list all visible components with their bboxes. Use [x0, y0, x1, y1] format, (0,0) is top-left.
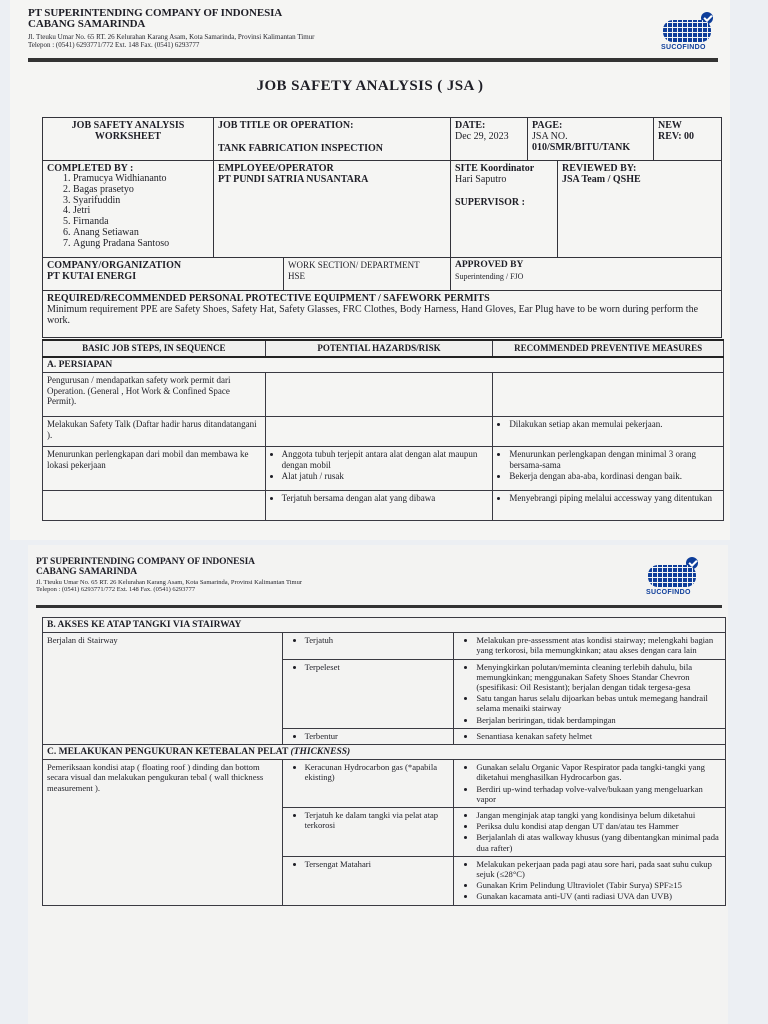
reviewed-by-label: REVIEWED BY: [562, 163, 637, 174]
list-item: 2. Bagas prasetyo [73, 185, 209, 196]
hazard-cell [282, 659, 454, 728]
table-row [43, 373, 724, 417]
company-org-label: COMPANY/ORGANIZATION [47, 260, 182, 271]
col-header-measures: RECOMMENDED PREVENTIVE MEASURES [493, 340, 724, 357]
list-item: • Satu tangan harus selalu dijoarkan bebas untuk memegang handrail selama menaiki stairway [476, 693, 721, 713]
list-item: • Alat jatuh / rusak [282, 471, 489, 482]
header-divider [36, 605, 722, 608]
jsa-page-2 [28, 545, 728, 1024]
logo-text: SUCOFINDO [661, 44, 706, 51]
phone-line: Telepon : (0541) 6293771/772 Ext. 148 Fax. (0541) 6293777 [28, 41, 200, 49]
work-section-value: HSE [288, 271, 306, 281]
employee-cell [213, 160, 451, 258]
section-row [43, 357, 724, 373]
list-item: • Terbentur [305, 731, 450, 741]
jsa-steps-table [42, 339, 724, 521]
list-item: • Gunakan kacamata anti-UV (anti radiasi UVA dan UVB) [476, 891, 721, 901]
job-title-label: JOB TITLE OR OPERATION: [218, 120, 354, 131]
list-item: 1. Pramucya Widhiananto [73, 174, 209, 185]
company-name [36, 557, 255, 577]
list-item: • Berjalanlah di atas walkway khusus (yang dibentangkan minimal pada dua rafter) [476, 832, 721, 852]
completed-by-list [47, 174, 209, 250]
site-coordinator-value: Hari Saputro [455, 174, 507, 185]
list-item: • Melakukan pre-assessment atas kondisi stairway; melengkahi bagian yang terkorosi, bila memungkinkan; atau akses dengan cara lain [476, 635, 721, 655]
hazard-cell [282, 808, 454, 857]
company-line: PT SUPERINTENDING COMPANY OF INDONESIA [36, 557, 255, 567]
section-c-label: C. MELAKUKAN PENGUKURAN KETEBALAN PELAT [47, 747, 289, 758]
measure-cell [493, 373, 724, 417]
document-title: JOB SAFETY ANALYSIS ( JSA ) [256, 78, 484, 94]
list-item: • Terjatuh bersama dengan alat yang dibawa [282, 493, 489, 504]
hazard-cell [265, 447, 493, 491]
table-row [43, 447, 724, 491]
list-item: • Gunakan selalu Organic Vapor Respirator pada tangki-tangki yang diketahui menghasilkan Hydrocarbon gas. [476, 762, 721, 782]
supervisor-label: SUPERVISOR : [455, 197, 525, 208]
list-item: • Terjatuh [305, 635, 450, 645]
hazard-cell [282, 728, 454, 744]
table-row [43, 633, 726, 659]
branch-line: CABANG SAMARINDA [28, 18, 146, 30]
col-header-steps: BASIC JOB STEPS, IN SEQUENCE [43, 340, 266, 357]
date-label: DATE: [455, 120, 486, 131]
jsa-no-value: 010/SMR/BITU/TANK [532, 142, 631, 153]
jsa-page-1 [10, 0, 730, 540]
list-item: • Terjatuh ke dalam tangki via pelat atap terkorosi [305, 810, 450, 830]
hazard-cell [282, 633, 454, 659]
step-cell: Melakukan Safety Talk (Daftar hadir harus ditandatangani ). [43, 417, 266, 447]
worksheet-label: JOB SAFETY ANALYSIS WORKSHEET [42, 117, 214, 161]
list-item: • Berjalan beriringan, tidak berdampingan [476, 715, 721, 725]
hazard-cell [265, 491, 493, 521]
page-cell [527, 117, 654, 161]
list-item: • Jangan menginjak atap tangki yang kondisinya belum diketahui [476, 810, 721, 820]
company-org-cell [42, 257, 284, 291]
list-item: • Dilakukan setiap akan memulai pekerjaan. [509, 419, 719, 430]
site-coordinator-label: SITE Koordinator [455, 163, 535, 174]
list-item: • Anggota tubuh terjepit antara alat dengan alat maupun dengan mobil [282, 449, 489, 470]
approved-by-label: APPROVED BY [455, 260, 524, 270]
list-item: • Menurunkan perlengkapan dengan minimal 3 orang bersama-sama [509, 449, 719, 470]
measure-cell [493, 491, 724, 521]
section-row [43, 618, 726, 633]
completed-by-cell [42, 160, 214, 258]
list-item: • Melakukan pekerjaan pada pagi atau sore hari, pada saat suhu cukup sejuk (≤28°C) [476, 859, 721, 879]
step-cell [43, 491, 266, 521]
list-item: • Menyebrangi piping melalui accessway yang ditentukan [509, 493, 719, 504]
hazard-cell [265, 373, 493, 417]
hazard-cell [282, 760, 454, 808]
approved-by-value: Superintending / FJO [455, 272, 524, 281]
measure-cell [454, 659, 726, 728]
list-item: • Menyingkirkan polutan/meminta cleaning terlebih dahulu, bila memungkinkan; menggunakan Safety Shoes Standar Chevron (spesifikasi: Oil Resistant); berjalan dengan tidak tergesa-gesa [476, 662, 721, 693]
list-item: 4. Jetri [73, 206, 209, 217]
list-item: 7. Agung Pradana Santoso [73, 239, 209, 250]
company-line: PT SUPERINTENDING COMPANY OF INDONESIA [28, 7, 283, 19]
list-item: • Bekerja dengan aba-aba, kordinasi dengan baik. [509, 471, 719, 482]
address-line: Jl. Tteuku Umar No. 65 RT. 26 Kelurahan Karang Asam, Kota Samarinda, Provinsi Kalimantan Timur [28, 33, 315, 41]
list-item: 5. Firnanda [73, 217, 209, 228]
rev-value: REV: 00 [658, 131, 695, 142]
hazard-cell [265, 417, 493, 447]
measure-cell [454, 808, 726, 857]
company-name [28, 8, 282, 30]
approved-by-cell [450, 257, 722, 291]
job-title-value: TANK FABRICATION INSPECTION [218, 143, 384, 154]
jsa-no-label: JSA NO. [532, 131, 568, 142]
measure-cell [454, 728, 726, 744]
step-cell: Berjalan di Stairway [43, 633, 283, 745]
job-title-cell [213, 117, 451, 161]
address-line: Jl. Tteuku Umar No. 65 RT. 26 Kelurahan Karang Asam, Kota Samarinda, Provinsi Kalimantan Timur [36, 579, 303, 586]
ppe-label: REQUIRED/RECOMMENDED PERSONAL PROTECTIVE EQUIPMENT / SAFEWORK PERMITS [47, 293, 490, 304]
section-a-title: A. PERSIAPAN [43, 357, 724, 373]
measure-cell [454, 760, 726, 808]
page-label: PAGE: [532, 120, 563, 131]
site-coordinator-cell [450, 160, 558, 258]
list-item: • Periksa dulu kondisi atap dengan UT dan/atau tes Hammer [476, 821, 721, 831]
table-row [43, 760, 726, 808]
company-org-value: PT KUTAI ENERGI [47, 271, 137, 282]
col-header-hazards: POTENTIAL HAZARDS/RISK [265, 340, 493, 357]
jsa-steps-table-continued [42, 617, 726, 906]
measure-cell [493, 417, 724, 447]
section-row [43, 745, 726, 760]
list-item: • Senantiasa kenakan safety helmet [476, 731, 721, 741]
employee-value: PT PUNDI SATRIA NUSANTARA [218, 174, 369, 185]
revision-cell [653, 117, 722, 161]
section-c-label-italic: (THICKNESS) [290, 747, 351, 758]
section-b-title: B. AKSES KE ATAP TANGKI VIA STAIRWAY [43, 618, 726, 633]
measure-cell [493, 447, 724, 491]
list-item: • Berdiri up-wind terhadap volve-valve/bukaan yang mengeluarkan vapor [476, 784, 721, 804]
list-item: • Terpeleset [305, 662, 450, 672]
step-cell: Pengurusan / mendapatkan safety work permit dari Operation. (General , Hot Work & Confined Space Permit). [43, 373, 266, 417]
date-value: Dec 29, 2023 [455, 131, 509, 142]
logo-text: SUCOFINDO [646, 589, 691, 596]
employee-label: EMPLOYEE/OPERATOR [218, 163, 334, 174]
step-cell: Menurunkan perlengkapan dari mobil dan membawa ke lokasi pekerjaan [43, 447, 266, 491]
work-section-label: WORK SECTION/ DEPARTMENT [288, 260, 420, 270]
ppe-cell [42, 290, 722, 338]
header-divider [28, 58, 718, 62]
table-row [43, 491, 724, 521]
date-cell [450, 117, 528, 161]
phone-line: Telepon : (0541) 6293771/772 Ext. 148 Fax. (0541) 6293777 [36, 586, 196, 593]
list-item: 6. Anang Setiawan [73, 228, 209, 239]
list-item: • Keracunan Hydrocarbon gas (*apabila ekisting) [305, 762, 450, 782]
table-header-row [43, 340, 724, 357]
completed-by-label: COMPLETED BY : [47, 163, 134, 174]
ppe-text: Minimum requirement PPE are Safety Shoes, Safety Hat, Safety Glasses, FRC Clothes, Body Harness, Hand Gloves, Ear Plug have to be worn during perform the work. [47, 304, 699, 326]
new-label: NEW [658, 120, 682, 131]
list-item: • Gunakan Krim Pelindung Ultraviolet (Tabir Surya) SPF≥15 [476, 880, 721, 890]
reviewed-by-cell [557, 160, 722, 258]
branch-line: CABANG SAMARINDA [36, 567, 138, 577]
measure-cell [454, 633, 726, 659]
step-cell: Pemeriksaan kondisi atap ( floating roof ) dinding dan bottom secara visual dan melakukan pengukuran tebal ( wall thickness measurement ). [43, 760, 283, 905]
hazard-cell [282, 856, 454, 905]
measure-cell [454, 856, 726, 905]
list-item: 3. Syarifuddin [73, 196, 209, 207]
list-item: • Tersengat Matahari [305, 859, 450, 869]
section-c-title [43, 745, 726, 760]
work-section-cell [283, 257, 451, 291]
reviewed-by-value: JSA Team / QSHE [562, 174, 641, 185]
table-row [43, 417, 724, 447]
